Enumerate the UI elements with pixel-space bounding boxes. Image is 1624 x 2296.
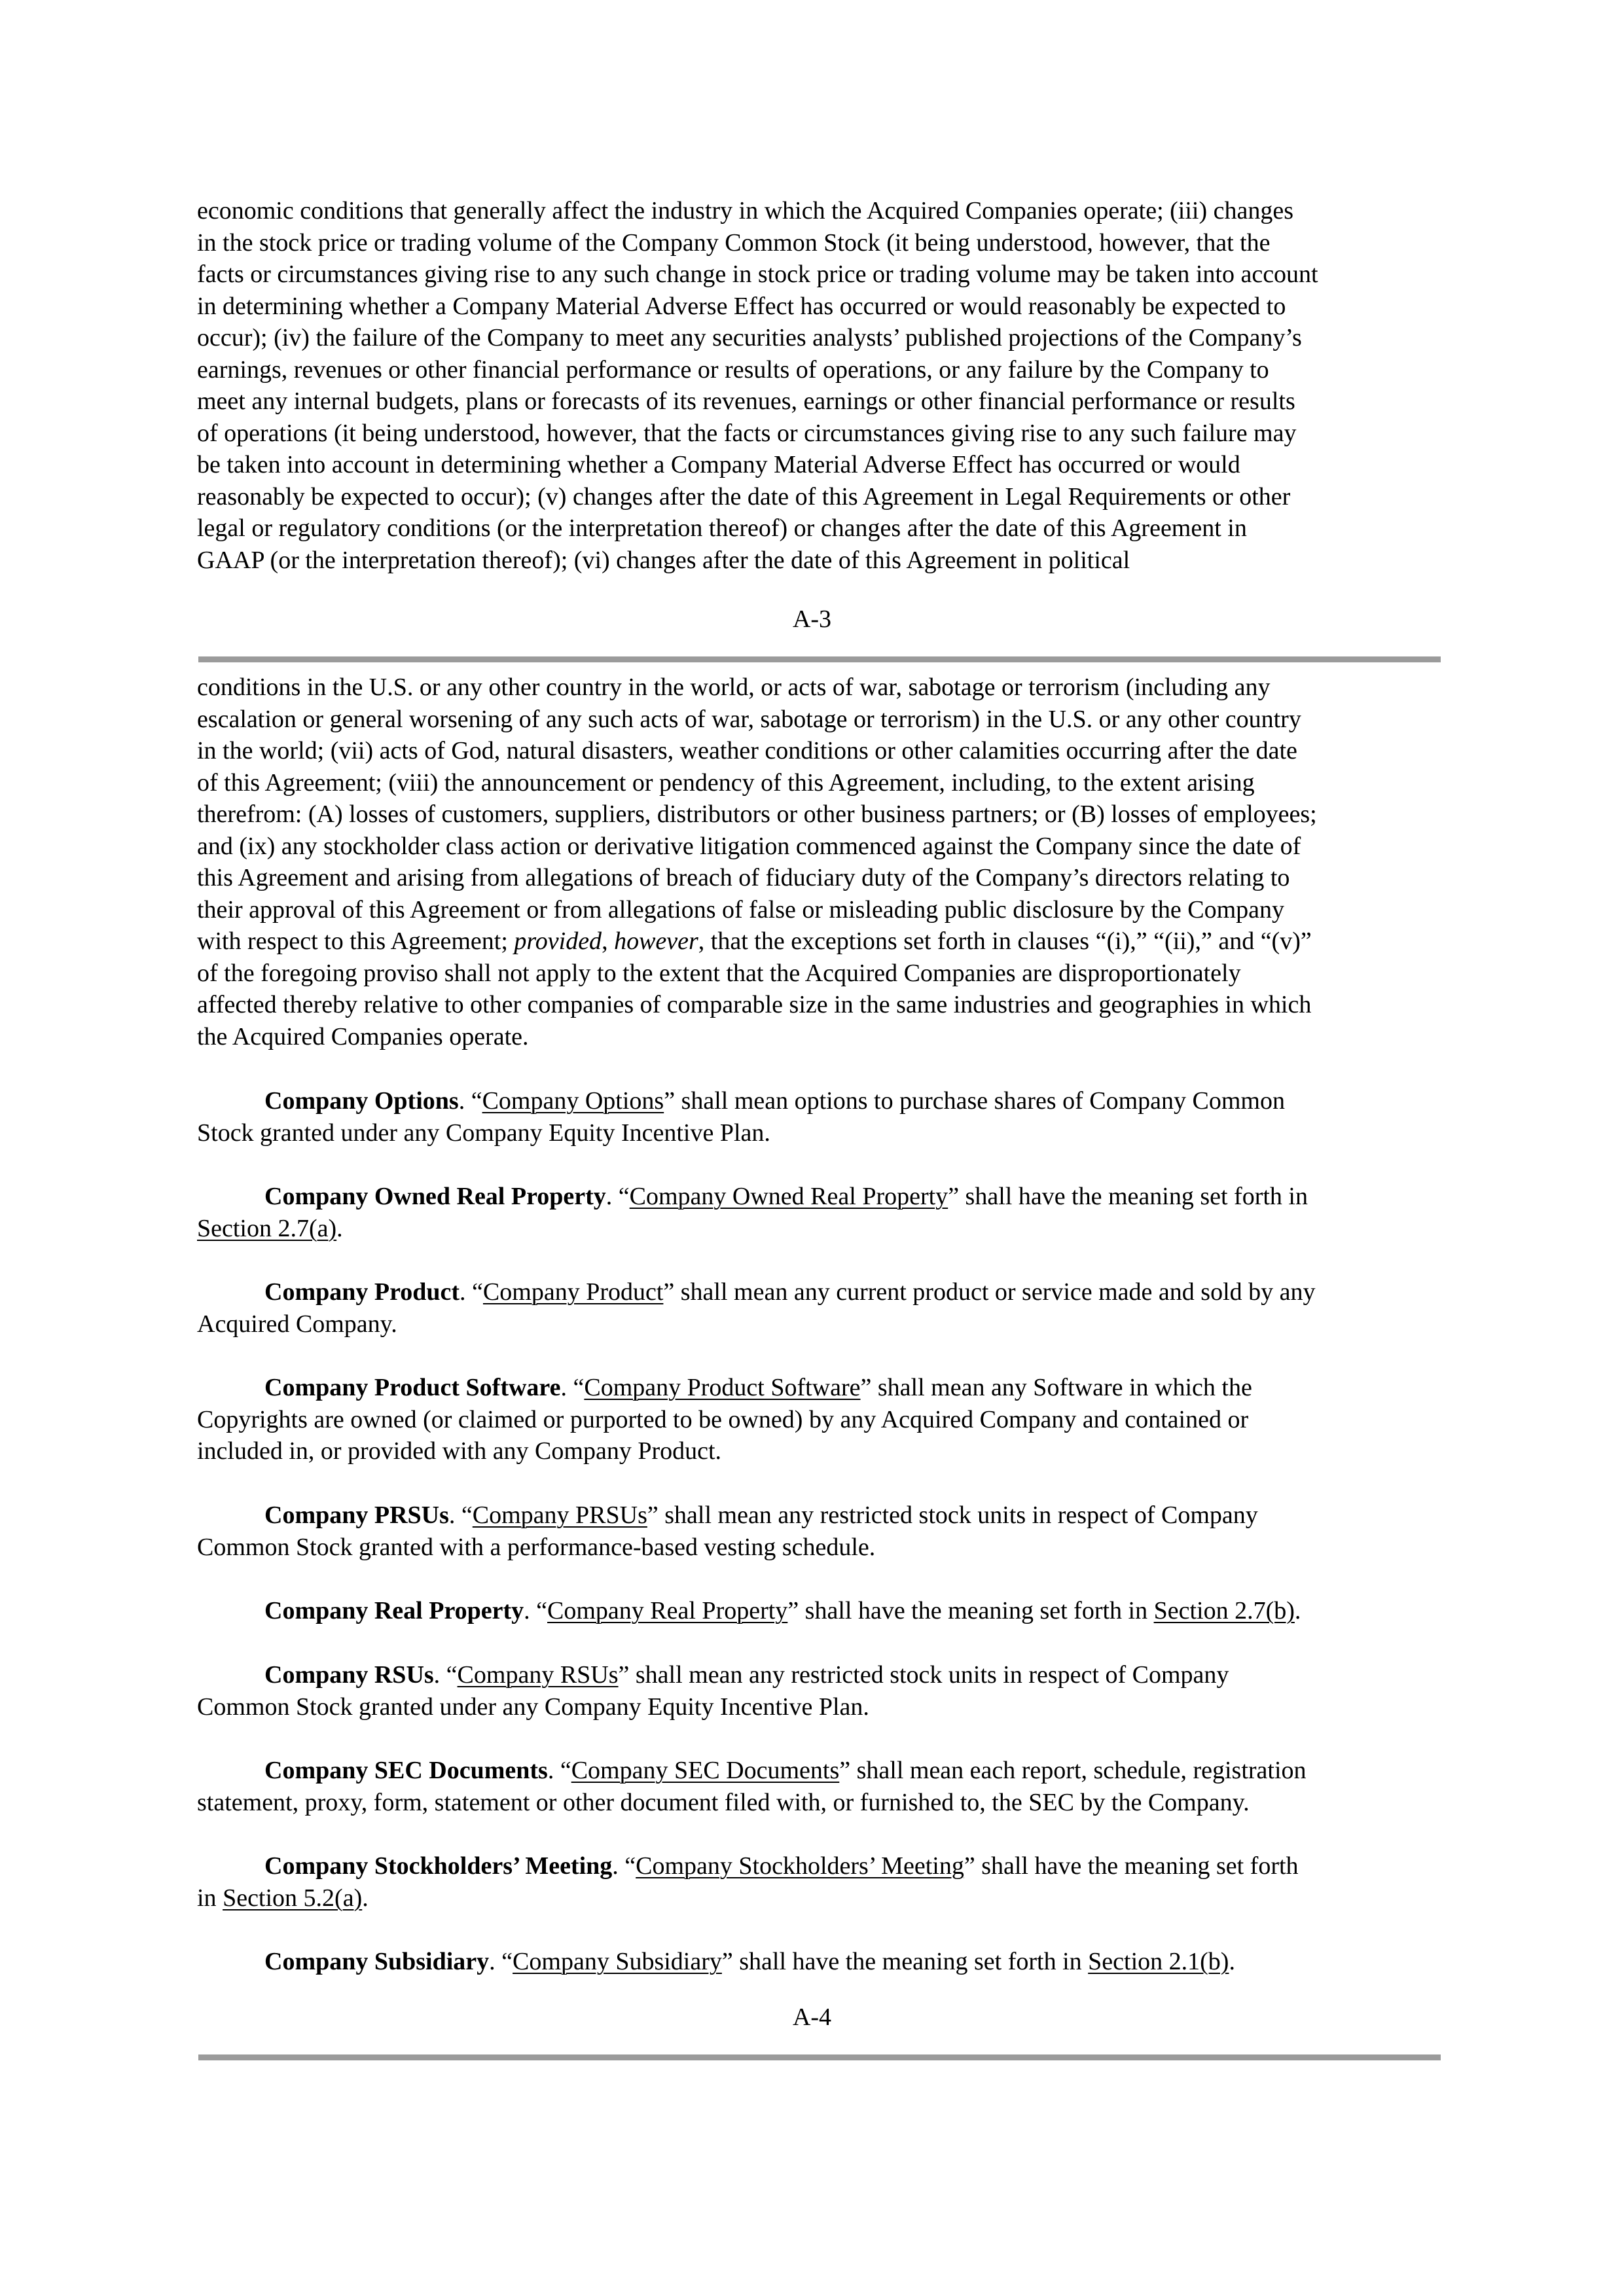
- section-link[interactable]: Section 2.7(a): [197, 1214, 337, 1242]
- text-line: of this Agreement; (viii) the announcement or pendency of this Agreement, including, to the extent arising: [197, 768, 1255, 797]
- page-divider: [198, 2054, 1441, 2060]
- defined-term: Company Options: [264, 1087, 459, 1115]
- definition-line: [197, 1946, 1428, 1978]
- text-span: in: [197, 1884, 223, 1912]
- page-number-a3: A-3: [792, 605, 832, 633]
- a3-paragraph: [197, 195, 1443, 576]
- definition-line: [197, 1085, 1428, 1117]
- text-span: .: [362, 1884, 369, 1912]
- definition-company-prsus: [197, 1499, 1428, 1563]
- definition-line: statement, proxy, form, statement or other document filed with, or furnished to, the SEC by the Company.: [197, 1788, 1250, 1816]
- text-line: conditions in the U.S. or any other country in the world, or acts of war, sabotage or terrorism (including any: [197, 673, 1271, 701]
- defined-term: Company SEC Documents: [264, 1757, 548, 1784]
- text-line: escalation or general worsening of any such acts of war, sabotage or terrorism) in the U.S. or any other country: [197, 705, 1301, 733]
- text-span: . “: [433, 1661, 458, 1689]
- definition-line: [197, 1276, 1428, 1308]
- text-line: be taken into account in determining whether a Company Material Adverse Effect has occurred or would: [197, 451, 1240, 478]
- definition-line: Copyrights are owned (or claimed or purported to be owned) by any Acquired Company and contained or: [197, 1405, 1249, 1433]
- text-line: earnings, revenues or other financial performance or results of operations, or any failure by the Company to: [197, 355, 1269, 384]
- definition-company-stockholders-meeting: [197, 1850, 1428, 1914]
- defined-term: Company PRSUs: [264, 1501, 449, 1529]
- definition-company-sec-documents: [197, 1755, 1428, 1818]
- text-span: .: [336, 1214, 343, 1242]
- italic-provided: provided: [514, 927, 602, 955]
- term-reference: Company SEC Documents: [571, 1757, 840, 1784]
- text-span: . “: [547, 1757, 571, 1784]
- text-span: ” shall mean options to purchase shares of Company Common: [664, 1087, 1285, 1115]
- text-line: in determining whether a Company Material Adverse Effect has occurred or would reasonably be expected to: [197, 292, 1286, 320]
- defined-term: Company Product Software: [264, 1374, 561, 1401]
- text-span: with respect to this Agreement;: [197, 927, 514, 955]
- text-line: economic conditions that generally affect the industry in which the Acquired Companies operate; (iii) changes: [197, 197, 1294, 224]
- text-line: meet any internal budgets, plans or forecasts of its revenues, earnings or other financial performance or results: [197, 387, 1295, 415]
- text-span: ,: [602, 927, 615, 955]
- section-link[interactable]: Section 5.2(a): [223, 1884, 363, 1912]
- term-reference: Company Product: [482, 1278, 664, 1306]
- definition-line: [197, 1213, 1428, 1245]
- text-span: . “: [560, 1374, 585, 1401]
- definition-line: [197, 1499, 1428, 1532]
- text-span: ” shall mean any restricted stock units in respect of Company: [618, 1661, 1229, 1689]
- text-line: facts or circumstances giving rise to any such change in stock price or trading volume may be taken into account: [197, 260, 1318, 288]
- text-span: . “: [605, 1183, 630, 1210]
- term-reference: Company Product Software: [584, 1374, 861, 1401]
- term-reference: Company Subsidiary: [513, 1948, 722, 1975]
- page-number-a4: A-4: [792, 2003, 832, 2031]
- section-link[interactable]: Section 2.7(b): [1153, 1597, 1295, 1624]
- text-span: . “: [489, 1948, 513, 1975]
- definition-company-subsidiary: [197, 1946, 1428, 1978]
- term-reference: Company Options: [482, 1087, 664, 1115]
- text-line: the Acquired Companies operate.: [197, 1022, 529, 1050]
- definition-line: Acquired Company.: [197, 1310, 397, 1338]
- defined-term: Company RSUs: [264, 1661, 434, 1689]
- text-line: of operations (it being understood, however, that the facts or circumstances giving rise to any such failure may: [197, 419, 1297, 447]
- text-line: legal or regulatory conditions (or the interpretation thereof) or changes after the date of this Agreement in: [197, 514, 1247, 542]
- definition-company-options: [197, 1085, 1428, 1149]
- definition-line: Common Stock granted with a performance-based vesting schedule.: [197, 1533, 876, 1561]
- definition-line: Common Stock granted under any Company Equity Incentive Plan.: [197, 1693, 869, 1721]
- text-line: and (ix) any stockholder class action or derivative litigation commenced against the Company since the date of: [197, 832, 1301, 860]
- text-line: therefrom: (A) losses of customers, suppliers, distributors or other business partners; or (B) losses of employees;: [197, 800, 1317, 828]
- text-line: their approval of this Agreement or from allegations of false or misleading public disclosure by the Company: [197, 895, 1285, 924]
- text-span: ” shall have the meaning set forth in: [948, 1183, 1308, 1210]
- term-reference: Company Stockholders’ Meeting: [636, 1852, 964, 1880]
- definition-line: [197, 1595, 1428, 1627]
- term-reference: Company PRSUs: [472, 1501, 647, 1529]
- text-span: ” shall have the meaning set forth in: [721, 1948, 1089, 1975]
- text-line: in the stock price or trading volume of the Company Common Stock (it being understood, however, that the: [197, 228, 1271, 257]
- text-span: . “: [612, 1852, 636, 1880]
- definition-line: Stock granted under any Company Equity Incentive Plan.: [197, 1119, 770, 1147]
- definition-line: [197, 1882, 1428, 1914]
- definition-line: [197, 1659, 1428, 1691]
- italic-however: however: [614, 927, 698, 955]
- definition-line: [197, 1850, 1428, 1882]
- text-span: ” shall mean any Software in which the: [860, 1374, 1252, 1401]
- text-span: ” shall have the meaning set forth: [964, 1852, 1299, 1880]
- text-span: ” shall mean any current product or service made and sold by any: [663, 1278, 1316, 1306]
- text-span: . “: [458, 1087, 482, 1115]
- definition-line: [197, 1755, 1428, 1787]
- a4-continuation-paragraph: [197, 672, 1443, 1052]
- text-span: ” shall mean any restricted stock units in respect of Company: [647, 1501, 1258, 1529]
- page-divider: [198, 656, 1441, 662]
- term-reference: Company Owned Real Property: [629, 1183, 948, 1210]
- term-reference: Company RSUs: [457, 1661, 619, 1689]
- defined-term: Company Product: [264, 1278, 460, 1306]
- text-span: .: [1294, 1597, 1301, 1624]
- proviso-line: [197, 925, 1443, 958]
- definition-company-product: [197, 1276, 1428, 1340]
- defined-term: Company Owned Real Property: [264, 1183, 606, 1210]
- text-line: of the foregoing proviso shall not apply to the extent that the Acquired Companies are disproportionately: [197, 959, 1241, 987]
- text-span: ” shall have the meaning set forth in: [787, 1597, 1154, 1624]
- text-span: . “: [524, 1597, 548, 1624]
- text-line: reasonably be expected to occur); (v) changes after the date of this Agreement in Legal Requirements or other: [197, 482, 1291, 511]
- definition-line: included in, or provided with any Company Product.: [197, 1437, 722, 1465]
- text-span: . “: [448, 1501, 473, 1529]
- text-span: .: [1229, 1948, 1235, 1975]
- defined-term: Company Subsidiary: [264, 1948, 490, 1975]
- text-span: ” shall mean each report, schedule, registration: [839, 1757, 1307, 1784]
- definition-line: [197, 1372, 1428, 1404]
- definition-company-product-software: [197, 1372, 1428, 1467]
- text-span: , that the exceptions set forth in clauses “(i),” “(ii),” and “(v)”: [698, 927, 1312, 955]
- text-line: GAAP (or the interpretation thereof); (vi) changes after the date of this Agreement in political: [197, 546, 1130, 574]
- defined-term: Company Stockholders’ Meeting: [264, 1852, 613, 1880]
- definition-company-real-property: [197, 1595, 1428, 1627]
- definition-company-rsus: [197, 1659, 1428, 1723]
- defined-term: Company Real Property: [264, 1597, 524, 1624]
- definition-line: [197, 1181, 1428, 1213]
- text-line: in the world; (vii) acts of God, natural disasters, weather conditions or other calamities occurring after the date: [197, 737, 1297, 764]
- term-reference: Company Real Property: [547, 1597, 788, 1624]
- section-link[interactable]: Section 2.1(b): [1088, 1948, 1229, 1975]
- text-span: . “: [460, 1278, 483, 1306]
- text-line: occur); (iv) the failure of the Company to meet any securities analysts’ published projections of the Company’s: [197, 324, 1302, 351]
- text-line: this Agreement and arising from allegations of breach of fiduciary duty of the Company’s directors relating to: [197, 864, 1290, 891]
- text-line: affected thereby relative to other companies of comparable size in the same industries and geographies in which: [197, 991, 1312, 1018]
- definition-company-owned-real-property: [197, 1181, 1428, 1244]
